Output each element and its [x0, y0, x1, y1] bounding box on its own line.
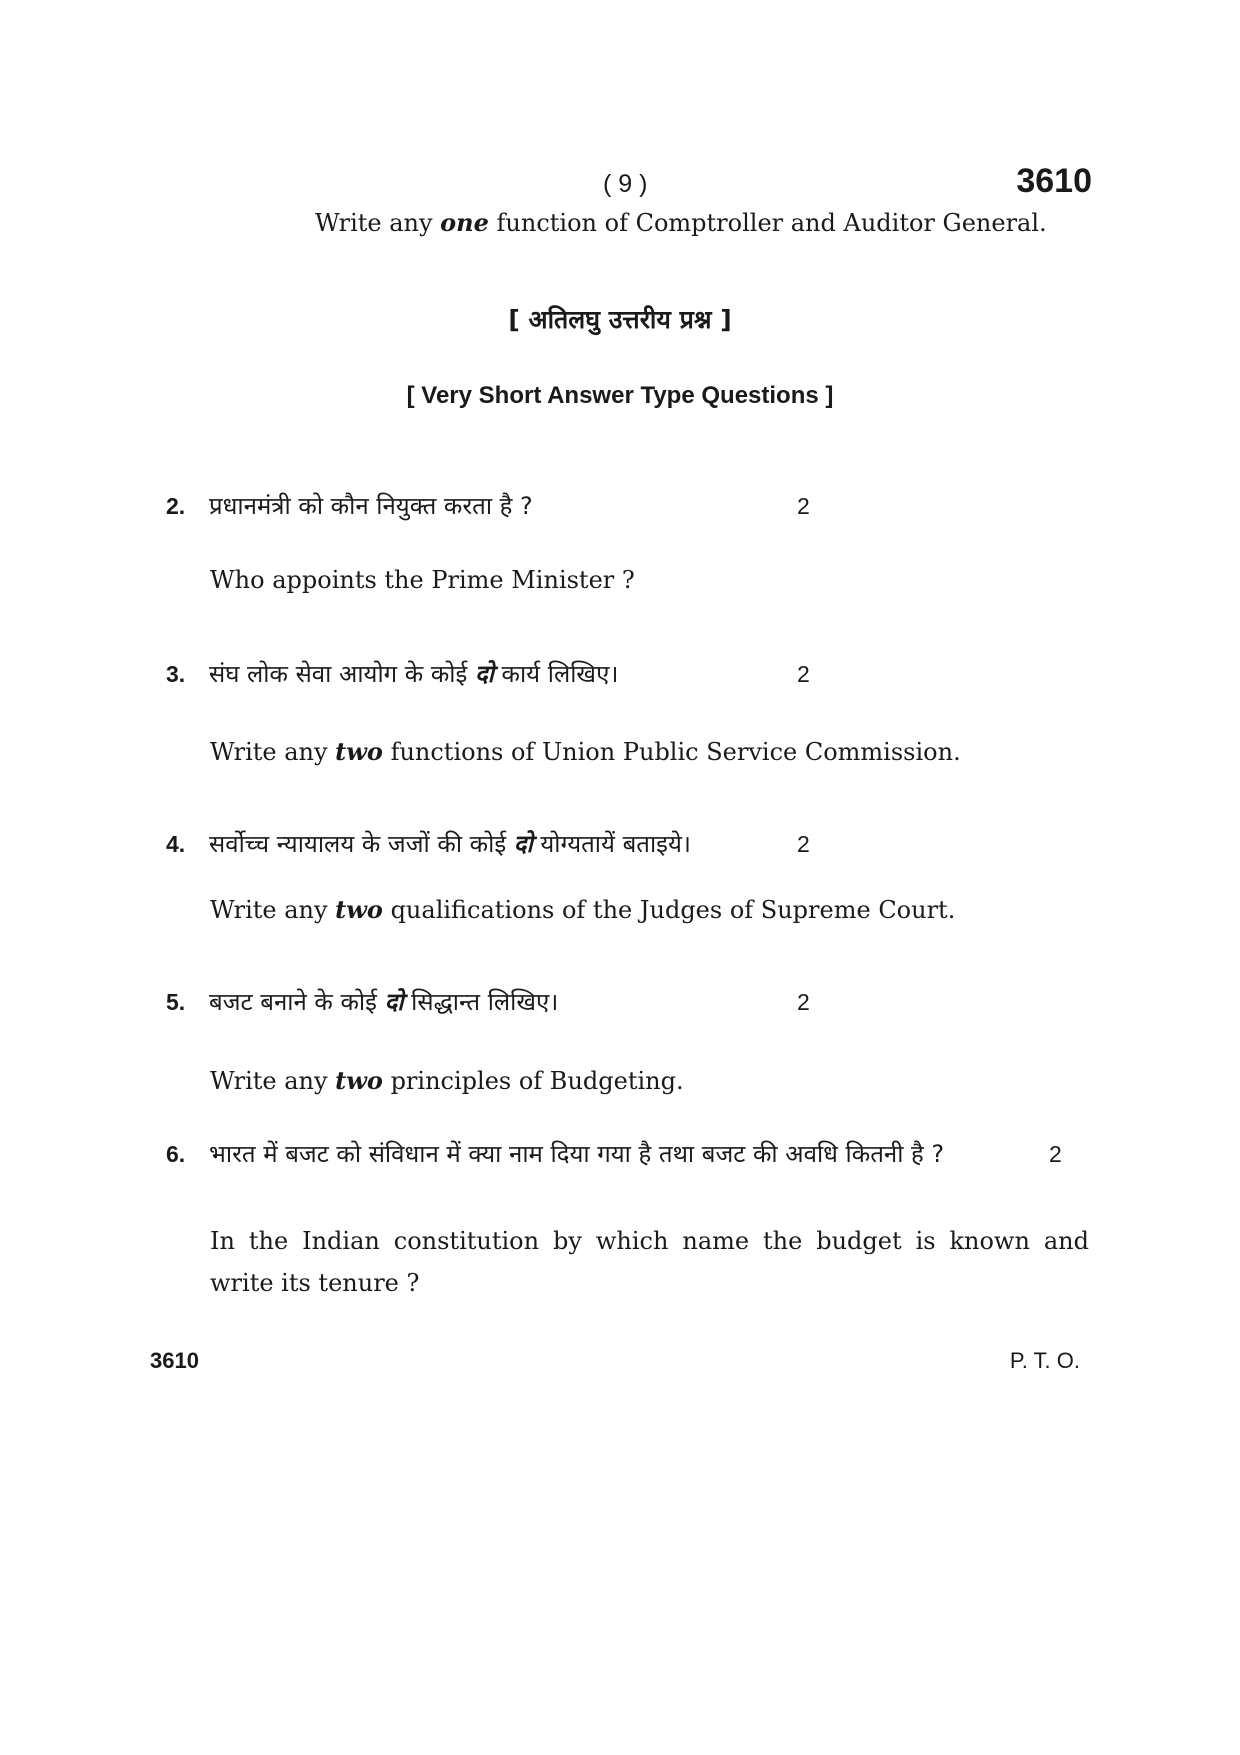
question-3-marks: 2: [797, 661, 810, 687]
question-6-hindi: [209, 1137, 944, 1170]
question-3-english-suffix: functions of Union Public Service Commission.: [382, 738, 961, 766]
question-5-hindi-emphasis: दो: [384, 988, 404, 1016]
question-2-number: 2.: [166, 493, 186, 519]
question-1-english-suffix: function of Comptroller and Auditor General.: [488, 209, 1047, 237]
question-5-marks: 2: [797, 989, 810, 1015]
question-6-english-text: In the Indian constitution by which name the budget is known and write its tenure ?: [210, 1227, 1089, 1297]
section-title-hindi: [ अतिलघु उत्तरीय प्रश्न ]: [508, 305, 732, 334]
question-3-english-emphasis: two: [335, 737, 383, 766]
question-5-english-prefix: Write any: [210, 1067, 336, 1095]
question-2-marks: 2: [797, 493, 810, 519]
question-4-hindi-emphasis: दो: [513, 830, 533, 858]
question-5-hindi-suffix: सिद्धान्त लिखिए।: [403, 988, 559, 1016]
question-3-number: 3.: [166, 661, 186, 687]
question-5-hindi-prefix: बजट बनाने के कोई: [209, 988, 385, 1016]
question-6-marks: 2: [1049, 1141, 1062, 1167]
question-1-english: [315, 208, 1047, 237]
question-4-marks: 2: [797, 831, 810, 857]
question-2-english-text: Who appoints the Prime Minister ?: [210, 566, 635, 594]
question-3-english-prefix: Write any: [210, 738, 336, 766]
paper-code-top: 3610: [1016, 162, 1092, 200]
question-1-english-prefix: Write any: [315, 209, 441, 237]
question-2-hindi-text: प्रधानमंत्री को कौन नियुक्त करता है ?: [209, 492, 533, 520]
question-3-english: [210, 737, 961, 766]
question-3-hindi-emphasis: दो: [474, 660, 494, 688]
question-6-number: 6.: [166, 1141, 186, 1167]
question-1-english-emphasis: one: [440, 208, 489, 237]
question-5-english-suffix: principles of Budgeting.: [382, 1067, 684, 1095]
paper-code-bottom: 3610: [150, 1348, 199, 1373]
question-4-english: [210, 895, 955, 924]
section-title-english: [ Very Short Answer Type Questions ]: [406, 382, 834, 409]
question-4-english-emphasis: two: [335, 895, 383, 924]
question-4-hindi-suffix: योग्यतायें बताइये।: [532, 830, 691, 858]
question-4-english-suffix: qualifications of the Judges of Supreme Court.: [382, 896, 956, 924]
question-5-number: 5.: [166, 989, 186, 1015]
question-3-hindi-suffix: कार्य लिखिए।: [493, 660, 619, 688]
question-6-hindi-text: भारत में बजट को संविधान में क्या नाम दिया गया है तथा बजट की अवधि कितनी है ?: [209, 1140, 945, 1168]
question-5-english-emphasis: two: [335, 1066, 383, 1095]
question-2-english: [210, 566, 635, 594]
question-4-hindi-prefix: सर्वोच्च न्यायालय के जजों की कोई: [209, 830, 514, 858]
question-4-english-prefix: Write any: [210, 896, 336, 924]
pto-label: P. T. O.: [1009, 1348, 1080, 1373]
question-3-hindi-prefix: संघ लोक सेवा आयोग के कोई: [209, 660, 475, 688]
question-6-english: [210, 1220, 1089, 1304]
question-5-english: [210, 1066, 684, 1095]
page-number: ( 9 ): [603, 170, 648, 198]
question-4-number: 4.: [166, 831, 186, 857]
question-2-hindi: [209, 489, 533, 522]
question-4-hindi: [209, 827, 691, 860]
question-5-hindi: [209, 985, 558, 1018]
question-3-hindi: [209, 657, 618, 690]
